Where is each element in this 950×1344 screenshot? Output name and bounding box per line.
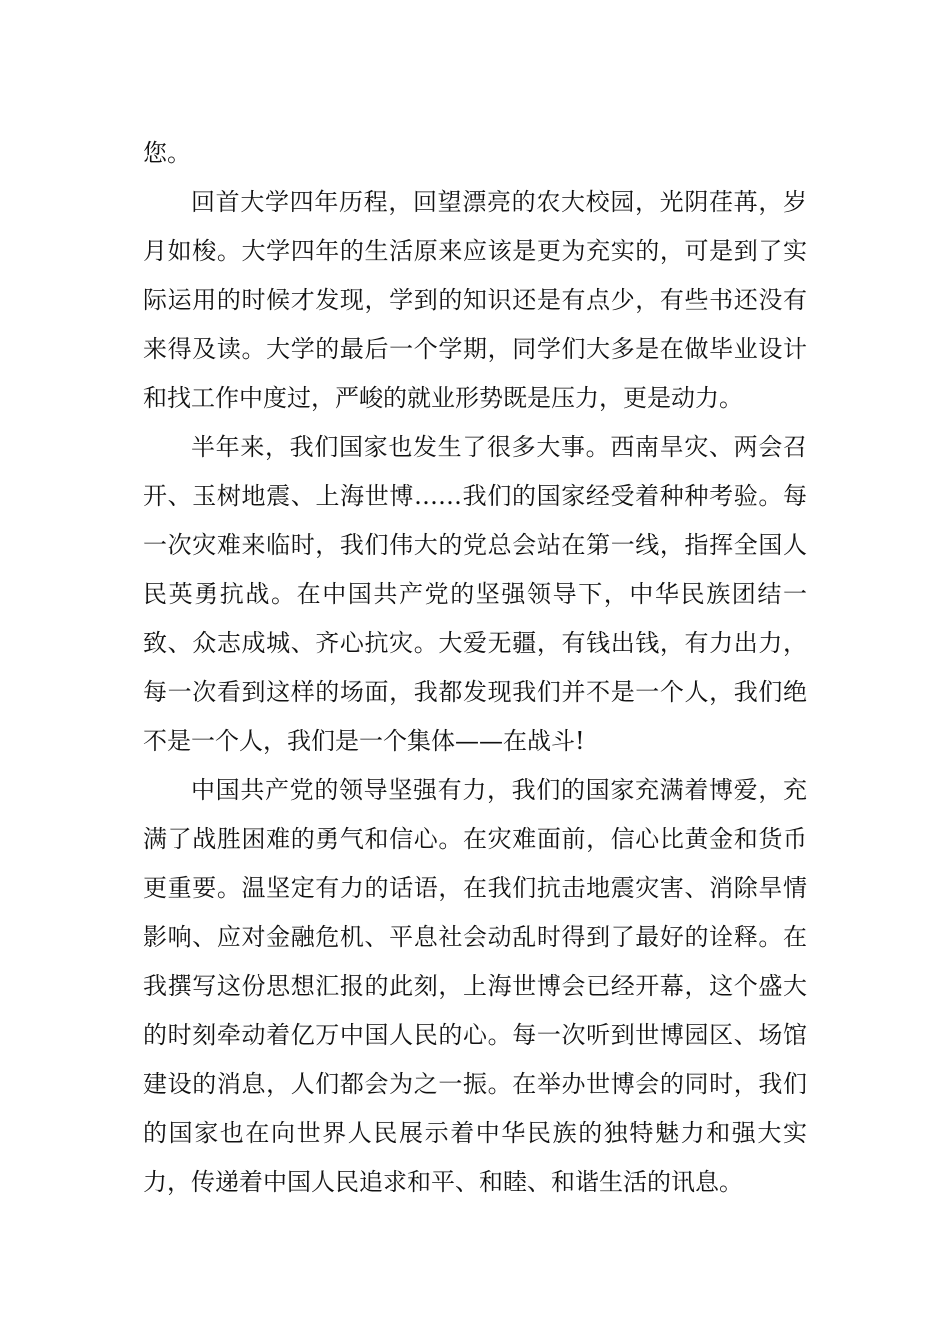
paragraph-national-events: 半年来，我们国家也发生了很多大事。西南旱灾、两会召开、玉树地震、上海世博……我们的国家经受着种种考验。每一次灾难来临时，我们伟大的党总会站在第一线，指挥全国人民英勇抗战。在中国共产党的坚强领导下，中华民族团结一致、众志成城、齐心抗灾。大爱无疆，有钱出钱，有力出力，每一次看到这样的场面，我都发现我们并不是一个人，我们绝不是一个人，我们是一个集体——在战斗! <box>143 433 807 755</box>
paragraph-party-leadership: 中国共产党的领导坚强有力，我们的国家充满着博爱，充满了战胜困难的勇气和信心。在灾难面前，信心比黄金和货币更重要。温坚定有力的话语，在我们抗击地震灾害、消除旱情影响、应对金融危机、平息社会动乱时得到了最好的诠释。在我撰写这份思想汇报的此刻，上海世博会已经开幕，这个盛大的时刻牵动着亿万中国人民的心。每一次听到世博园区、场馆建设的消息，人们都会为之一振。在举办世博会的同时，我们的国家也在向世界人民展示着中华民族的独特魅力和强大实力，传递着中国人民追求和平、和睦、和谐生活的讯息。 <box>143 776 807 1196</box>
paragraph-university-years: 回首大学四年历程，回望漂亮的农大校园，光阴荏苒，岁月如梭。大学四年的生活原来应该是更为充实的，可是到了实际运用的时候才发现，学到的知识还是有点少，有些书还没有来得及读。大学的最后一个学期，同学们大多是在做毕业设计和找工作中度过，严峻的就业形势既是压力，更是动力。 <box>143 188 807 412</box>
paragraph-continuation: 您。 <box>143 139 191 167</box>
